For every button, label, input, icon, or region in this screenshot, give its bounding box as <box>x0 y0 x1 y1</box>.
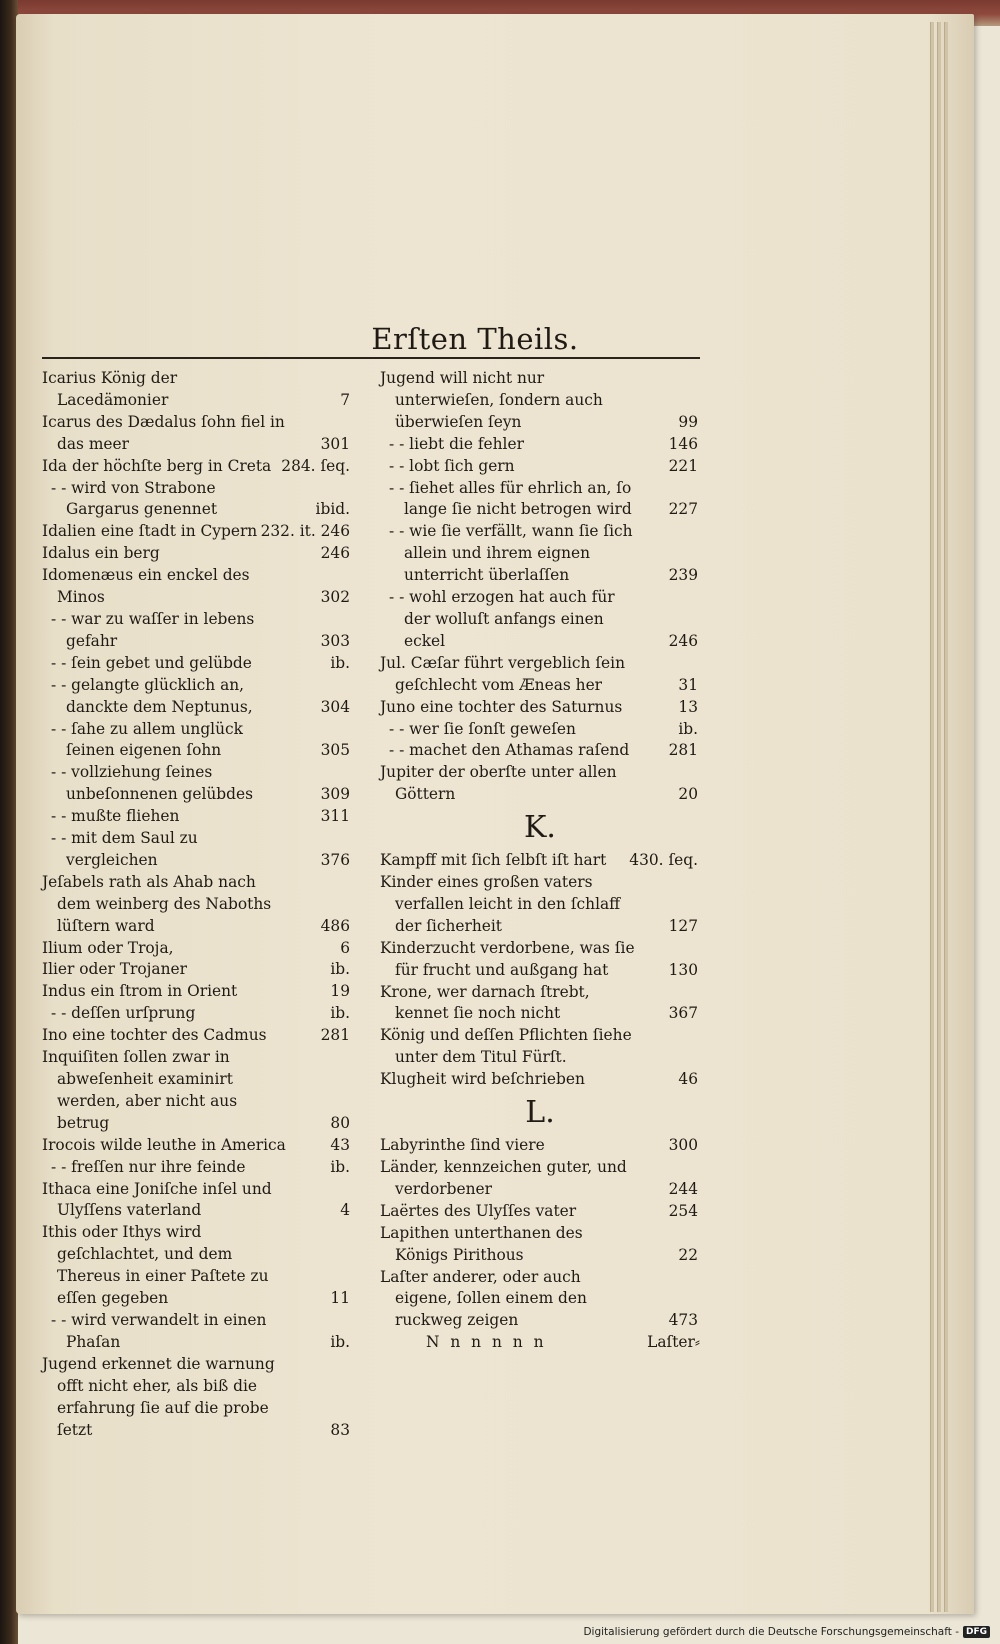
entry-text: - - mit dem Saul zu vergleichen <box>51 829 198 869</box>
entry-page-number: ib. <box>330 1332 350 1351</box>
entry-page-number: 4 <box>340 1201 350 1220</box>
entry-text: Ilium oder Troja, <box>42 938 174 957</box>
entry-text: Jul. Cæſar führt vergeblich ſein geſchlecht vom Æneas her <box>380 653 625 694</box>
index-entry <box>380 1025 700 1069</box>
entry-text: Länder, kennzeichen guter, und verdorbener <box>380 1158 627 1198</box>
entry-text: König und deſſen Pflichten ſiehe unter dem Titul Fürſt. <box>380 1026 632 1067</box>
index-entry <box>42 368 352 412</box>
index-entry <box>42 762 352 806</box>
entry-page-number: 281 <box>668 741 698 760</box>
entry-page-number: ib. <box>330 1157 350 1176</box>
index-entry <box>42 478 352 522</box>
entry-page-number: 305 <box>320 741 350 760</box>
index-entry <box>380 653 700 697</box>
entry-text: - - machet den Athamas raſend <box>389 741 630 760</box>
index-entry <box>42 412 352 456</box>
entry-page-number: 486 <box>320 916 350 935</box>
index-entry <box>42 456 352 478</box>
index-entry <box>380 982 700 1026</box>
entry-text: Irocois wilde leuthe in America <box>42 1135 286 1154</box>
entry-text: Labyrinthe ſind viere <box>380 1136 545 1155</box>
entry-page-number: 302 <box>320 588 350 607</box>
entry-page-number: 22 <box>678 1245 698 1264</box>
index-entry <box>380 1267 700 1333</box>
index-entry <box>42 1047 352 1135</box>
entry-page-number: 6 <box>340 938 350 957</box>
index-entry <box>42 1157 352 1179</box>
entry-text: Kampff mit ſich ſelbſt iſt hart <box>380 851 607 870</box>
index-entry <box>42 938 352 960</box>
index-entry <box>42 1354 352 1442</box>
entry-page-number: 43 <box>330 1135 350 1154</box>
index-entry <box>42 653 352 675</box>
entry-page-number: 46 <box>678 1070 698 1089</box>
section-heading-l: L. <box>525 1095 555 1131</box>
section-heading-k: K. <box>524 810 556 846</box>
index-entry <box>380 434 700 456</box>
index-entry <box>42 1222 352 1310</box>
entry-text: Jupiter der oberſte unter allen Göttern <box>380 763 617 804</box>
index-entry <box>380 1223 700 1267</box>
entry-page-number: 281 <box>320 1026 350 1045</box>
entry-text: Laſter anderer, oder auch eigene, ſollen einem den ruckweg zeigen <box>380 1267 587 1330</box>
entry-page-number: 99 <box>678 412 698 431</box>
entry-page-number: ib. <box>330 1004 350 1023</box>
entry-text: Kinderzucht verdorbene, was ſie für frucht und außgang hat <box>380 938 635 979</box>
entry-page-number: 19 <box>330 982 350 1001</box>
index-entry <box>380 740 700 762</box>
index-entry <box>380 456 700 478</box>
index-entry <box>42 981 352 1003</box>
entry-text: Kinder eines großen vaters verfallen leicht in den ſchlaff der ſicherheit <box>380 873 621 935</box>
entry-page-number: 309 <box>320 785 350 804</box>
entry-text: - - ſiehet alles für ehrlich an, ſo lange ſie nicht betrogen wird <box>389 478 632 519</box>
entry-page-number: 127 <box>668 916 698 935</box>
index-entry <box>380 1157 700 1201</box>
index-entry <box>380 762 700 806</box>
index-entry <box>42 1135 352 1157</box>
entry-text: - - mußte fliehen <box>51 807 180 826</box>
index-entry <box>42 872 352 938</box>
index-entry <box>42 1179 352 1223</box>
entry-text: - - ſahe zu allem unglück ſeinen eigenen ſohn <box>51 719 243 760</box>
entry-page-number: 304 <box>320 697 350 716</box>
entry-page-number: 246 <box>320 544 350 563</box>
entry-text: - - wohl erzogen hat auch für der wolluſt anfangs einen eckel <box>389 588 615 650</box>
entry-page-number: 300 <box>668 1136 698 1155</box>
index-entry <box>42 806 352 828</box>
catchword: Laſter⸗ <box>647 1333 700 1352</box>
k-entries <box>380 850 700 1091</box>
index-entry <box>42 1025 352 1047</box>
page-edge <box>930 22 934 1612</box>
index-entry <box>380 850 700 872</box>
entry-page-number: 11 <box>330 1289 350 1308</box>
entry-text: Jeſabels rath als Ahab nach dem weinberg des Naboths lüſtern ward <box>42 872 272 935</box>
entry-text: Ithis oder Ithys wird geſchlachtet, und dem Thereus in einer Paſtete zu eſſen gegeben <box>42 1223 269 1308</box>
running-header: Erſten Theils. <box>371 322 579 356</box>
entry-text: - - ſein gebet und gelübde <box>51 653 252 672</box>
page-edge <box>944 22 948 1612</box>
index-entry <box>380 938 700 982</box>
index-entry <box>380 521 700 587</box>
entry-page-number: 254 <box>668 1201 698 1220</box>
entry-text: - - liebt die fehler <box>389 434 524 453</box>
index-entry <box>42 719 352 763</box>
index-entry <box>380 1135 700 1157</box>
entry-page-number: 239 <box>668 566 698 585</box>
entry-page-number: 301 <box>320 434 350 453</box>
entry-text: Juno eine tochter des Saturnus <box>380 697 623 716</box>
entry-page-number: 83 <box>330 1420 350 1439</box>
entry-text: Idomenæus ein enckel des Minos <box>42 566 250 607</box>
entry-page-number: ib. <box>678 719 698 738</box>
entry-page-number: 311 <box>320 807 350 826</box>
entry-page-number: 31 <box>678 675 698 694</box>
signature-mark: N n n n n n <box>426 1333 547 1352</box>
entry-text: Idalien eine ſtadt in Cypern <box>42 522 258 541</box>
entry-text: - - gelangte glücklich an, danckte dem Neptunus, <box>51 675 253 716</box>
digitization-footer <box>583 1626 990 1638</box>
index-entry <box>42 543 352 565</box>
entry-text: Ilier oder Trojaner <box>42 960 187 979</box>
left-column <box>42 368 352 1441</box>
entry-text: Laërtes des Ulyſſes vater <box>380 1201 577 1220</box>
entry-page-number: 20 <box>678 785 698 804</box>
index-entry <box>380 719 700 741</box>
right-column <box>380 368 700 1354</box>
entry-page-number: 244 <box>668 1179 698 1198</box>
entry-page-number: 146 <box>668 434 698 453</box>
entry-page-number: 430. ſeq. <box>629 851 698 870</box>
entry-text: Icarus des Dædalus ſohn fiel in das meer <box>42 412 285 453</box>
entry-text: - - vollziehung ſeines unbeſonnenen gelübdes <box>51 763 254 804</box>
entry-page-number: 80 <box>330 1113 350 1132</box>
entry-page-number: 232. it. 246 <box>260 522 350 541</box>
entry-text: Ino eine tochter des Cadmus <box>42 1026 267 1045</box>
entry-page-number: 246 <box>668 631 698 650</box>
index-entry <box>380 368 700 434</box>
page-edge <box>937 22 941 1612</box>
entry-page-number: 13 <box>678 697 698 716</box>
index-entry <box>42 959 352 981</box>
index-entry <box>380 1069 700 1091</box>
entry-text: Klugheit wird beſchrieben <box>380 1070 585 1089</box>
index-entry <box>42 1003 352 1025</box>
index-entry <box>42 828 352 872</box>
entry-page-number: ib. <box>330 653 350 672</box>
index-entry <box>380 478 700 522</box>
index-entry <box>42 565 352 609</box>
header-rule <box>42 357 700 359</box>
entry-text: - - wird verwandelt in einen Phaſan <box>51 1310 267 1351</box>
entry-page-number: 376 <box>320 850 350 869</box>
entry-page-number: 367 <box>668 1004 698 1023</box>
entry-text: - - freſſen nur ihre feinde <box>51 1157 246 1176</box>
index-entry <box>42 521 352 543</box>
entry-page-number: 221 <box>668 456 698 475</box>
entry-page-number: 130 <box>668 960 698 979</box>
entry-text: Icarius König der Lacedämonier <box>42 369 178 409</box>
entry-text: - - war zu waſſer in lebens gefahr <box>51 609 255 650</box>
dfg-logo: DFG <box>963 1626 990 1638</box>
entry-page-number: 7 <box>340 390 350 409</box>
entry-text: Krone, wer darnach ſtrebt, kennet ſie noch nicht <box>380 982 590 1023</box>
index-entry <box>380 1201 700 1223</box>
index-entry <box>380 872 700 938</box>
entry-text: - - lobt ſich gern <box>389 456 515 475</box>
entry-text: Inquiſiten ſollen zwar in abweſenheit examinirt werden, aber nicht aus betrug <box>42 1048 238 1132</box>
entry-text: - - wie ſie verfällt, wann ſie ſich allein und ihrem eignen unterricht überlaſſen <box>389 522 633 585</box>
l-entries <box>380 1135 700 1332</box>
entry-text: Ida der höchſte berg in Creta <box>42 456 272 475</box>
index-entry <box>42 675 352 719</box>
catchword-row <box>380 1332 700 1354</box>
index-entry <box>380 587 700 653</box>
index-entry <box>42 1310 352 1354</box>
entry-text: Indus ein ſtrom in Orient <box>42 982 238 1001</box>
entry-page-number: 473 <box>668 1311 698 1330</box>
entry-text: Ithaca eine Joniſche inſel und Ulyſſens vaterland <box>42 1179 272 1220</box>
entry-text: - - wer ſie ſonſt geweſen <box>389 719 576 738</box>
index-entry <box>42 609 352 653</box>
entry-page-number: ib. <box>330 960 350 979</box>
entry-text: Lapithen unterthanen des Königs Pirithous <box>380 1223 583 1264</box>
entry-text: Jugend erkennet die warnung offt nicht eher, als biß die erfahrung ſie auf die probe ſetzt <box>42 1354 275 1439</box>
entry-page-number: ibid. <box>315 500 350 519</box>
entry-text: Idalus ein berg <box>42 544 160 563</box>
index-entry <box>380 697 700 719</box>
j-entries <box>380 368 700 806</box>
entry-text: - - deſſen urſprung <box>51 1004 196 1023</box>
entry-text: - - wird von Strabone Gargarus genennet <box>51 478 218 519</box>
footer-text: Digitalisierung gefördert durch die Deutsche Forschungsgemeinschaft - <box>583 1626 959 1638</box>
entry-page-number: 303 <box>320 631 350 650</box>
entry-page-number: 227 <box>668 500 698 519</box>
entry-text: Jugend will nicht nur unterwieſen, ſondern auch überwieſen ſeyn <box>380 369 603 431</box>
entry-page-number: 284. ſeq. <box>281 456 350 475</box>
